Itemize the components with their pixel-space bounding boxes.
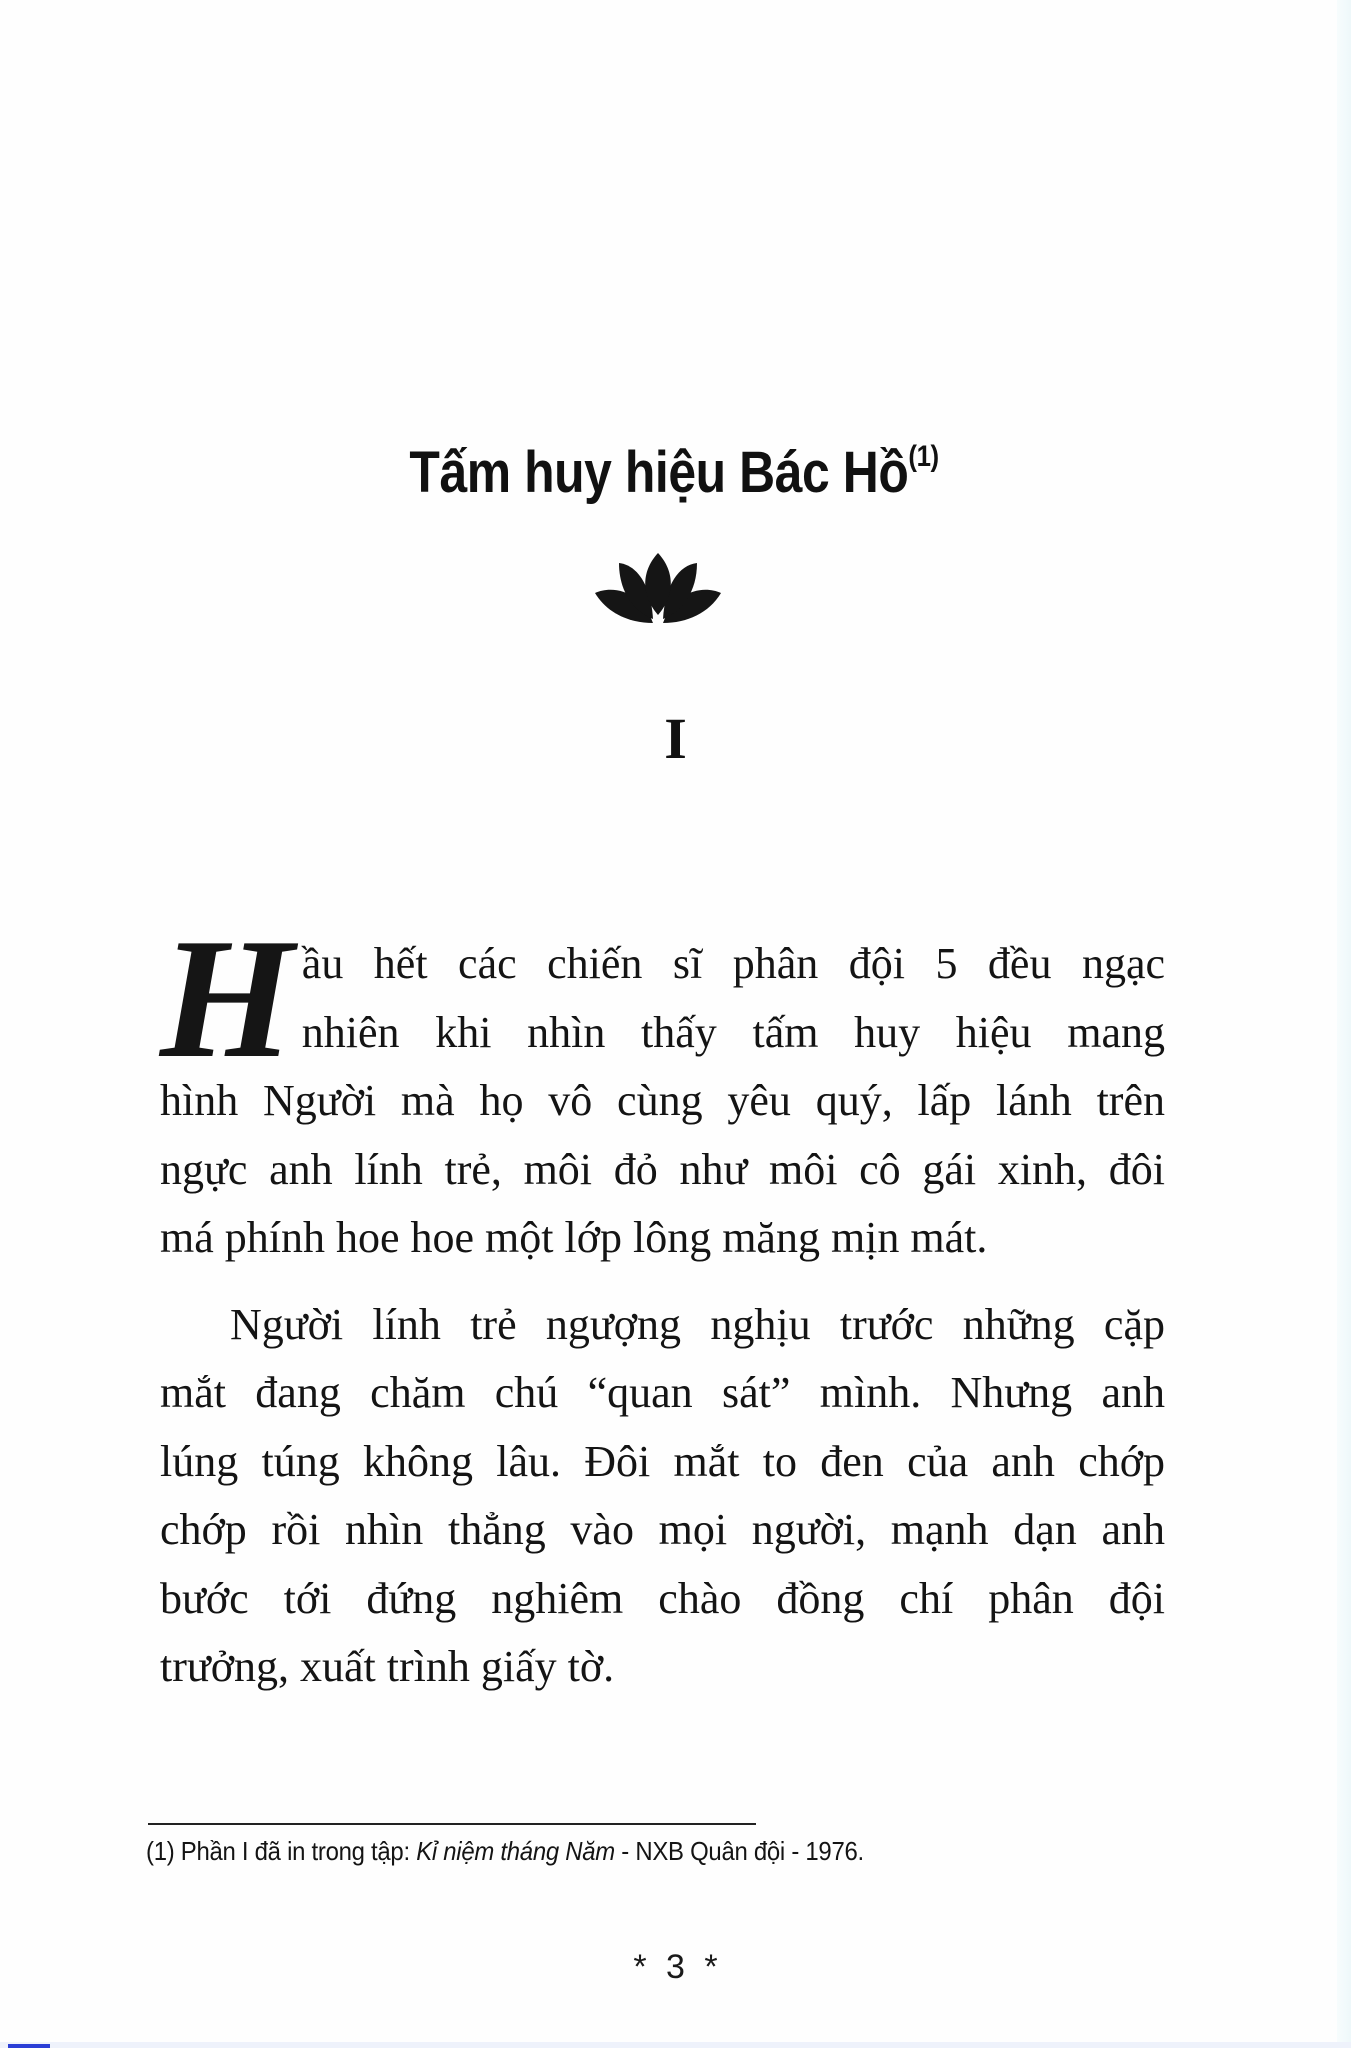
- page-edge-shadow: [1337, 0, 1351, 2048]
- text-line: hình Người mà họ vô cùng yêu quý, lấp lánh trên: [160, 1076, 1165, 1125]
- lotus-icon: [593, 551, 723, 631]
- text-line: ầu hết các chiến sĩ phân đội 5 đều ngạc: [301, 939, 1165, 988]
- footnote-divider: [148, 1823, 756, 1825]
- page-bottom-edge: [0, 2042, 1351, 2048]
- body-text: [160, 904, 1165, 1702]
- chapter-title: [93, 439, 1255, 506]
- footnote-reference[interactable]: (1): [908, 439, 939, 473]
- footnote-publisher: - NXB Quân đội - 1976.: [614, 1836, 864, 1866]
- text-line: trưởng, xuất trình giấy tờ.: [160, 1642, 615, 1691]
- text-line: bước tới đứng nghiêm chào đồng chí phân đội: [160, 1573, 1165, 1623]
- text-line: chớp rồi nhìn thẳng vào mọi người, mạnh dạn anh: [160, 1505, 1165, 1554]
- footnote-marker: (1): [146, 1836, 175, 1866]
- section-number: I: [664, 706, 687, 771]
- text-line: lúng túng không lâu. Đôi mắt to đen của anh chớp: [160, 1436, 1165, 1486]
- footnote: [146, 1836, 864, 1867]
- paragraph-1: [160, 904, 1165, 1273]
- text-line: ngực anh lính trẻ, môi đỏ như môi cô gái xinh, đôi: [160, 1144, 1165, 1194]
- text-line: Người lính trẻ ngượng nghịu trước những cặp: [230, 1299, 1165, 1349]
- footnote-text: Phần I đã in trong tập:: [174, 1836, 417, 1866]
- page-number: * 3 *: [633, 1948, 718, 1986]
- chapter-title-text: Tấm huy hiệu Bác Hồ: [409, 439, 909, 505]
- scan-edge-mark: [8, 2044, 50, 2048]
- drop-cap: H: [160, 904, 290, 1094]
- text-line: nhiên khi nhìn thấy tấm huy hiệu mang: [301, 1007, 1165, 1057]
- text-line: má phính hoe hoe một lớp lông măng mịn mát.: [160, 1213, 988, 1262]
- footnote-book-title: Kỉ niệm tháng Năm: [416, 1836, 615, 1866]
- paragraph-2: [160, 1291, 1165, 1702]
- text-line: mắt đang chăm chú “quan sát” mình. Nhưng anh: [160, 1368, 1165, 1417]
